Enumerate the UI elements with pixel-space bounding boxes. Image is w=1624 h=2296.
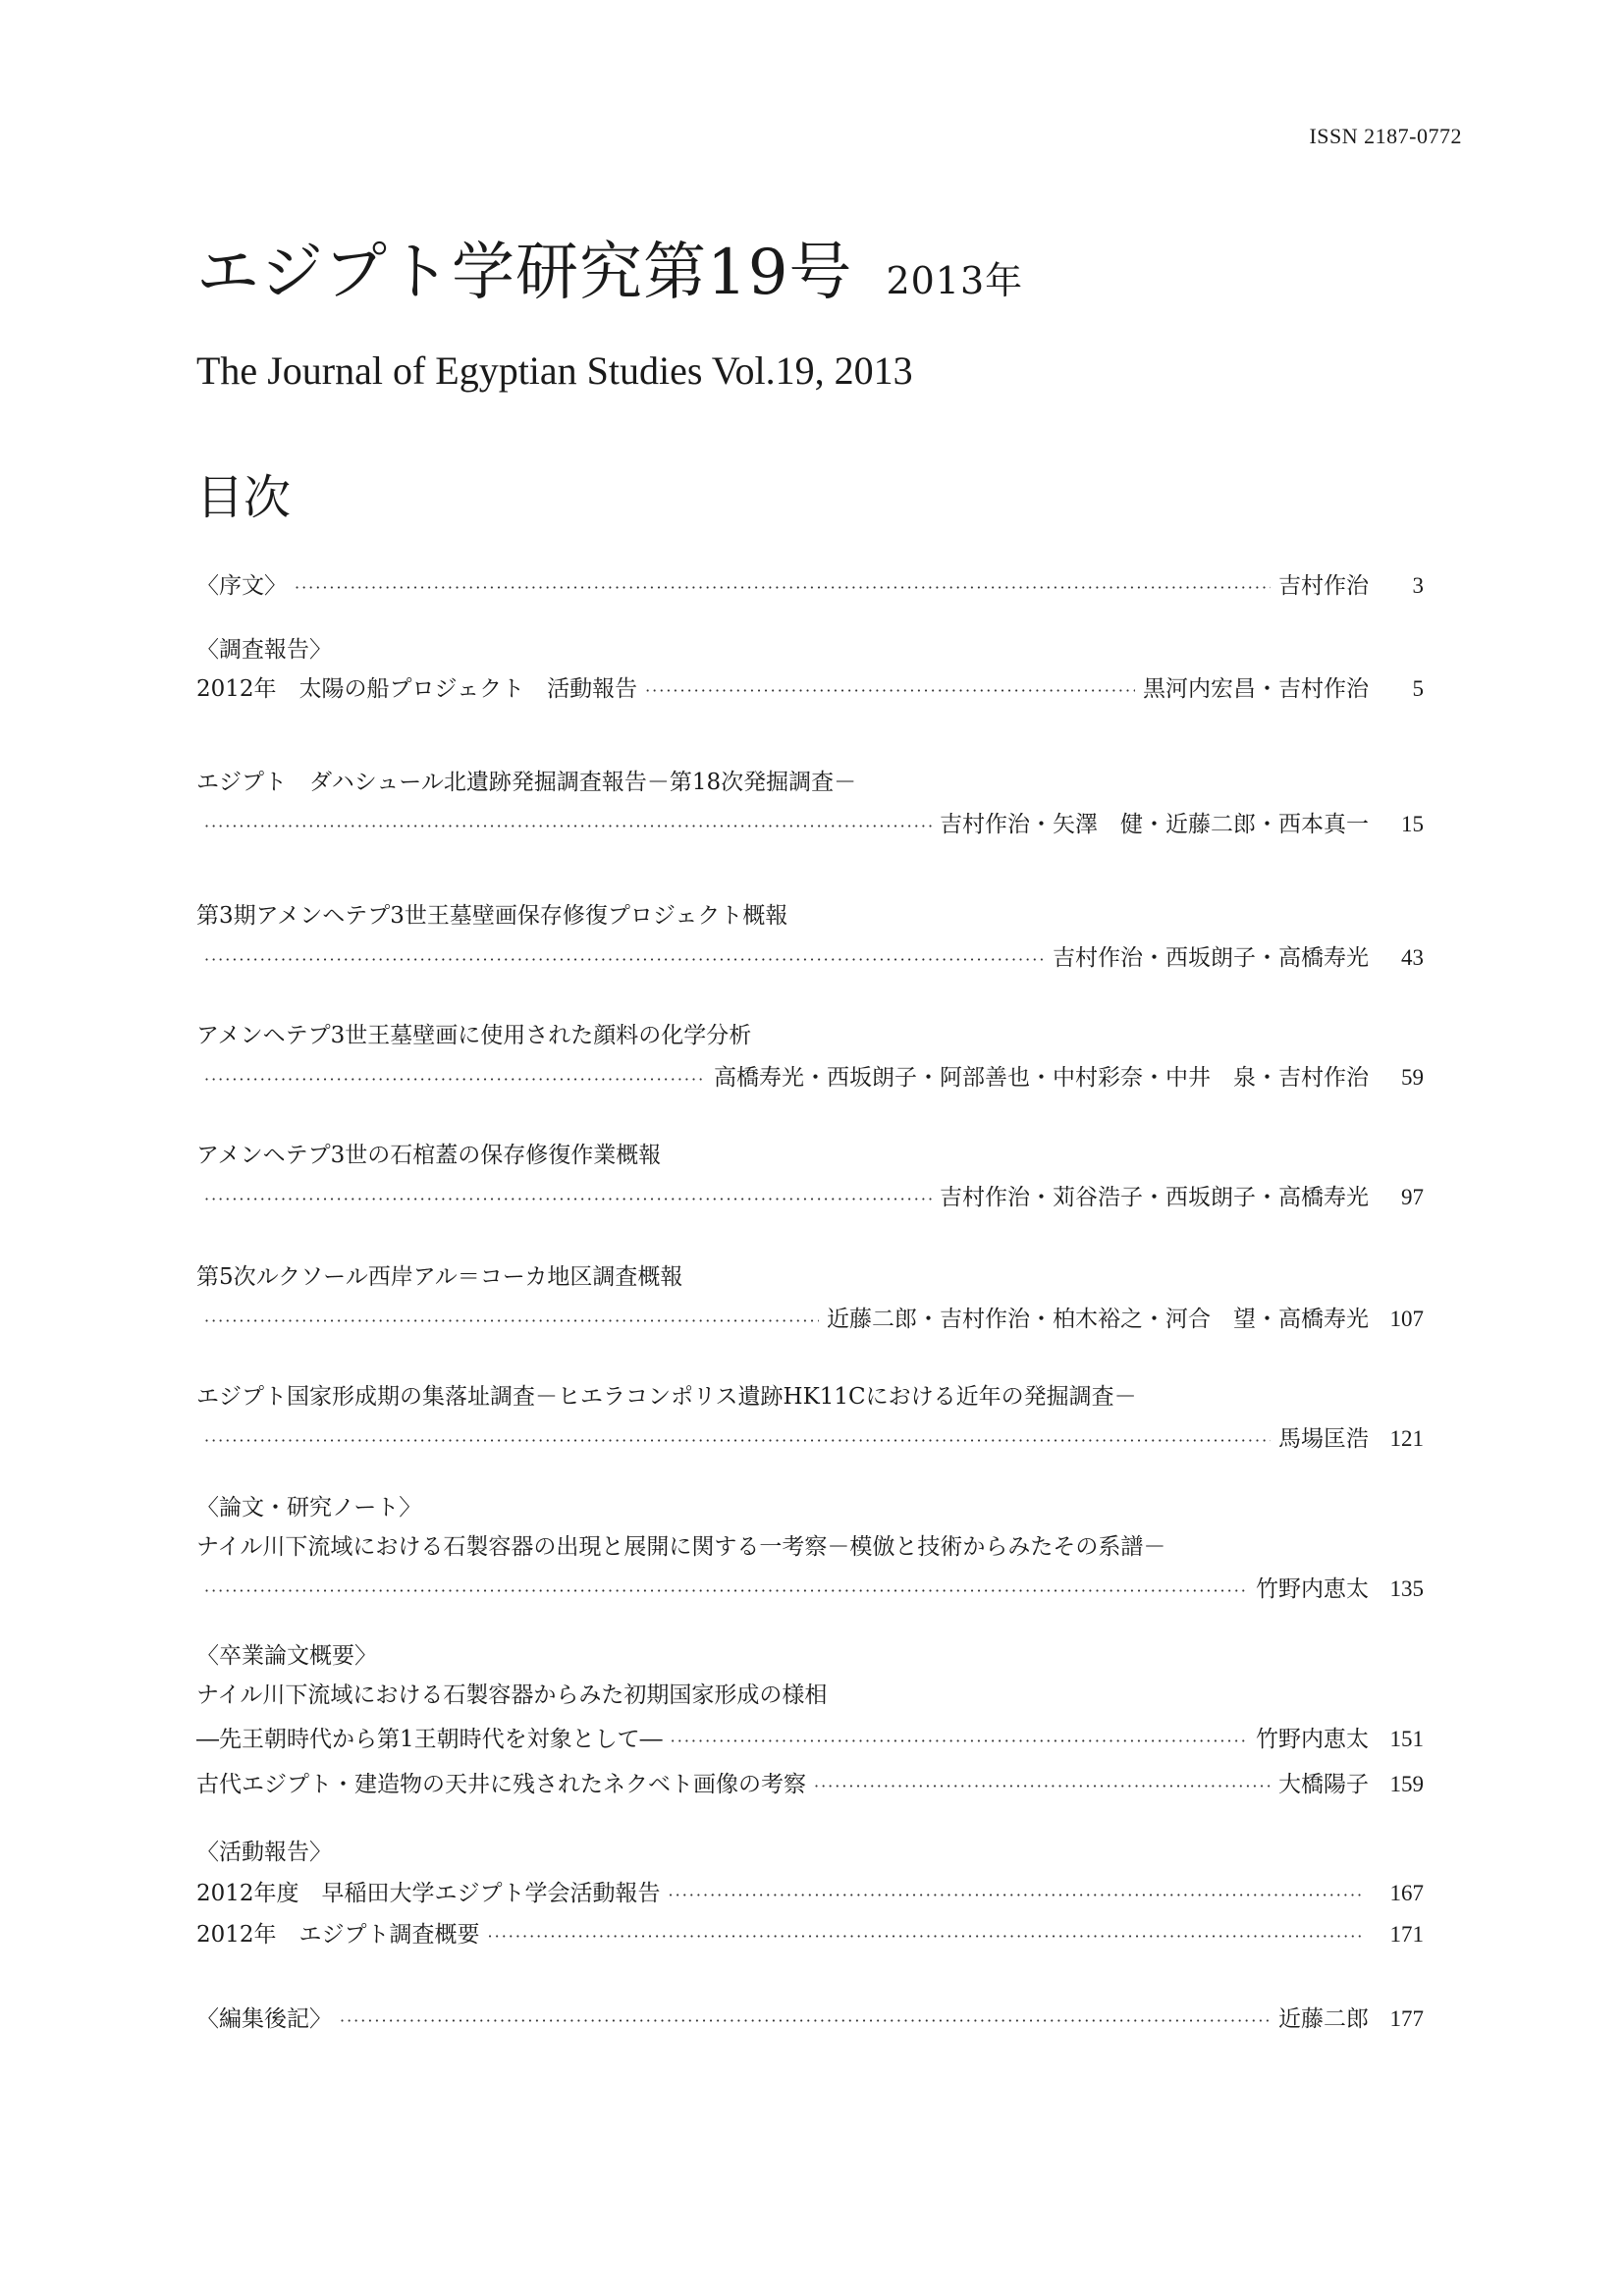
toc-row[interactable]: [196, 806, 1424, 837]
leader-dots: [204, 1311, 819, 1330]
leader-dots: [340, 2011, 1271, 2030]
entry-page: 121: [1389, 1426, 1424, 1451]
section-label: 〈活動報告〉: [196, 1840, 332, 1865]
toc-row[interactable]: [196, 1420, 1424, 1452]
entry-page: 171: [1389, 1922, 1424, 1947]
toc-row[interactable]: [196, 1301, 1424, 1332]
section-label: 〈論文・研究ノート〉: [196, 1495, 422, 1521]
entry-title: 2012年 エジプト調査概要: [196, 1922, 480, 1948]
leader-dots: [204, 1431, 1271, 1450]
toc-row[interactable]: [196, 1916, 1424, 1948]
journal-title-text: エジプト学研究第19号: [196, 237, 853, 309]
section-label: 〈編集後記〉: [196, 2006, 332, 2032]
leader-dots: [488, 1927, 1361, 1946]
toc-heading: 目次: [196, 470, 292, 525]
leader-dots: [204, 1190, 932, 1208]
entry-page: 159: [1389, 1772, 1424, 1796]
entry-author: 馬場匡浩: [1278, 1426, 1369, 1452]
entry-page: 135: [1389, 1576, 1424, 1601]
entry-title: 2012年 太陽の船プロジェクト 活動報告: [196, 676, 638, 702]
entry-title[interactable]: ナイル川下流域における石製容器の出現と展開に関する一考察－模倣と技術からみたその系譜－: [196, 1534, 1166, 1560]
entry-title[interactable]: ナイル川下流域における石製容器からみた初期国家形成の様相: [196, 1682, 828, 1708]
entry-title[interactable]: エジプト国家形成期の集落址調査－ヒエラコンポリス遺跡HK11Cにおける近年の発掘調査－: [196, 1384, 1137, 1410]
entry-page: 59: [1401, 1065, 1424, 1090]
entry-page: 151: [1389, 1727, 1424, 1751]
toc-row[interactable]: [196, 1875, 1424, 1906]
entry-page: 167: [1389, 1881, 1424, 1905]
toc-row[interactable]: [196, 939, 1424, 971]
leader-dots: [669, 1886, 1361, 1904]
entry-title[interactable]: エジプト ダハシュール北遺跡発掘調査報告－第18次発掘調査－: [196, 770, 857, 795]
entry-page: 43: [1401, 945, 1424, 970]
section-label: 〈序文〉: [196, 573, 287, 599]
section-label: 〈卒業論文概要〉: [196, 1643, 377, 1669]
entry-title: 古代エジプト・建造物の天井に残されたネクベト画像の考察: [196, 1772, 806, 1797]
entry-author: 吉村作治: [1278, 573, 1369, 599]
entry-title: 2012年度 早稲田大学エジプト学会活動報告: [196, 1881, 661, 1906]
entry-page: 177: [1389, 2006, 1424, 2031]
entry-author: 黒河内宏昌・吉村作治: [1143, 676, 1369, 702]
leader-dots: [295, 578, 1271, 597]
leader-dots: [204, 817, 932, 835]
entry-page: 97: [1401, 1185, 1424, 1209]
toc-row[interactable]: [196, 670, 1424, 702]
toc-row[interactable]: [196, 1179, 1424, 1210]
entry-title[interactable]: アメンヘテプ3世王墓壁画に使用された顔料の化学分析: [196, 1023, 752, 1048]
toc-row[interactable]: [196, 1059, 1424, 1091]
issn: ISSN 2187-0772: [1309, 124, 1462, 148]
entry-author: 吉村作治・苅谷浩子・西坂朗子・高橋寿光: [940, 1185, 1369, 1210]
leader-dots: [645, 681, 1135, 700]
entry-page: 5: [1412, 676, 1424, 701]
leader-dots: [204, 1070, 706, 1089]
entry-author: 大橋陽子: [1278, 1772, 1369, 1797]
entry-title[interactable]: 第3期アメンヘテプ3世王墓壁画保存修復プロジェクト概報: [196, 903, 788, 929]
entry-author: 竹野内恵太: [1256, 1727, 1369, 1752]
leader-dots: [204, 1581, 1248, 1600]
toc-row[interactable]: [196, 1571, 1424, 1602]
entry-author: 竹野内恵太: [1256, 1576, 1369, 1602]
entry-author: 吉村作治・矢澤 健・近藤二郎・西本真一: [940, 812, 1369, 837]
entry-subtitle: ―先王朝時代から第1王朝時代を対象として―: [196, 1727, 663, 1752]
journal-subtitle: The Journal of Egyptian Studies Vol.19, 2013: [196, 348, 913, 393]
toc-row-postscript[interactable]: [196, 2001, 1424, 2032]
toc-row-preface[interactable]: [196, 567, 1424, 599]
entry-page: 15: [1401, 812, 1424, 836]
leader-dots: [814, 1777, 1271, 1795]
entry-page: 107: [1389, 1307, 1424, 1331]
entry-author: 高橋寿光・西坂朗子・阿部善也・中村彩奈・中井 泉・吉村作治: [714, 1065, 1369, 1091]
entry-author: 吉村作治・西坂朗子・高橋寿光: [1053, 945, 1369, 971]
leader-dots: [671, 1732, 1248, 1750]
entry-title[interactable]: アメンヘテプ3世の石棺蓋の保存修復作業概報: [196, 1143, 662, 1168]
journal-year: 2013年: [886, 259, 1024, 302]
section-label: 〈調査報告〉: [196, 637, 332, 663]
entry-title[interactable]: 第5次ルクソール西岸アル＝コーカ地区調査概報: [196, 1264, 683, 1290]
entry-author: 近藤二郎・吉村作治・柏木裕之・河合 望・高橋寿光: [827, 1307, 1369, 1332]
toc-row[interactable]: [196, 1766, 1424, 1797]
journal-title: [196, 236, 1023, 311]
leader-dots: [204, 950, 1045, 969]
entry-author: 近藤二郎: [1278, 2006, 1369, 2032]
toc-row[interactable]: [196, 1721, 1424, 1752]
entry-page: 3: [1412, 573, 1424, 598]
